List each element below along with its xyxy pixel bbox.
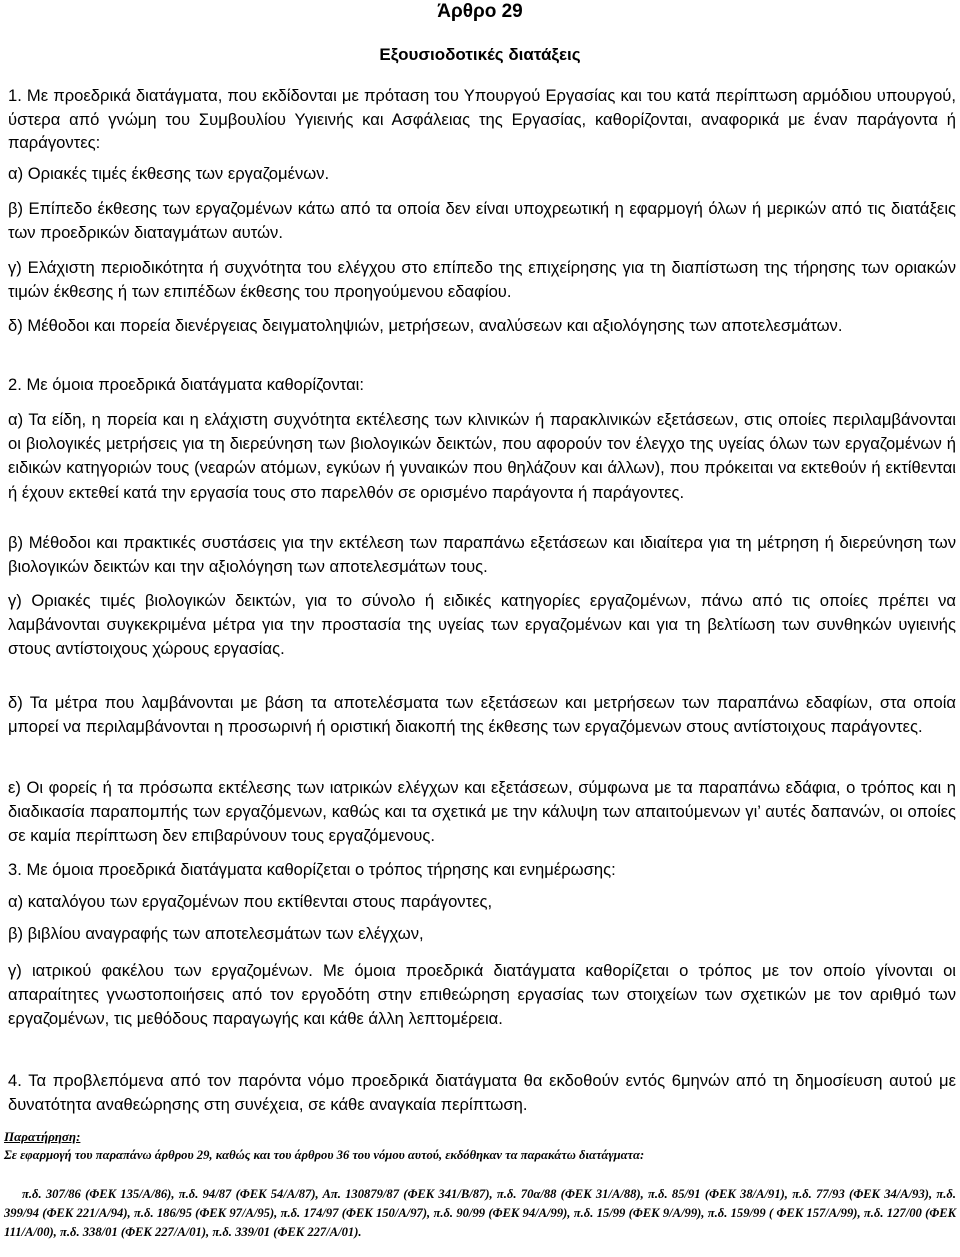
- paragraph-2: 2. Με όμοια προεδρικά διατάγματα καθορίζονται:: [8, 375, 364, 394]
- paragraph-3-c: γ) ιατρικού φακέλου των εργαζομένων. Με όμοια προεδρικά διατάγματα καθορίζεται ο τρόπος με τον οποίο γίνονται οι απαραίτητες γνωστοποιήσεις από τον εργοδότη στην επιθεώρηση εργασίας των στοιχείων των σχετικών με τον αριθμό των εργαζομένων, τις μεθόδους παραγωγής και κάθε άλλη λεπτομέρεια.: [8, 961, 956, 1029]
- paragraph-2-e: ε) Οι φορείς ή τα πρόσωπα εκτέλεσης των ιατρικών ελέγχων και εξετάσεων, σύμφωνα με τα παραπάνω εδάφια, ο τρόπος και η διαδικασία παραπομπής των εργαζόμενων, καθώς και τα σχετικά με την κάλυψη των απαιτούμενων γι’ αυτές δαπανών, οι οποίες σε καμία περίπτωση δεν επιβαρύνουν τους εργαζόμενους.: [8, 778, 956, 846]
- note-title: Παρατήρηση:: [4, 1129, 81, 1144]
- references-text: π.δ. 307/86 (ΦΕΚ 135/Α/86), π.δ. 94/87 (ΦΕΚ 54/Α/87), Απ. 130879/87 (ΦΕΚ 341/Β/87), π.δ. 70α/88 (ΦΕΚ 31/Α/88), π.δ. 85/91 (ΦΕΚ 38/Α/91), π.δ. 77/93 (ΦΕΚ 34/Α/93), π.δ. 399/94 (ΦΕΚ 221/Α/94), π.δ. 186/95 (ΦΕΚ 97/Α/95), π.δ. 174/97 (ΦΕΚ 150/Α/97), π.δ. 90/99 (ΦΕΚ 94/Α/99), π.δ. 15/99 (ΦΕΚ 9/Α/99), π.δ. 159/99 ( ΦΕΚ 157/Α/99), π.δ. 127/00 (ΦΕΚ 111/Α/00), π.δ. 338/01 (ΦΕΚ 227/Α/01), π.δ. 339/01 (ΦΕΚ 227/Α/01).: [4, 1187, 956, 1239]
- paragraph-3-b: β) βιβλίου αναγραφής των αποτελεσμάτων των ελέγχων,: [8, 924, 424, 943]
- paragraph-3-a: α) καταλόγου των εργαζομένων που εκτίθενται στους παράγοντες,: [8, 892, 493, 911]
- paragraph-1-b: β) Επίπεδο έκθεσης των εργαζομένων κάτω από τα οποία δεν είναι υποχρεωτική η εφαρμογή όλων ή μερικών από τις διατάξεις των προεδρικών διαταγμάτων αυτών.: [8, 199, 956, 242]
- paragraph-1: 1. Με προεδρικά διατάγματα, που εκδίδονται με πρόταση του Υπουργού Εργασίας και του κατά περίπτωση αρμόδιου υπουργού, ύστερα από γνώμη του Συμβουλίου Υγιεινής και Ασφάλειας της Εργασίας, καθορίζονται, αναφορικά με έναν παράγοντα ή παράγοντες:: [8, 86, 956, 152]
- note-references: [4, 1185, 956, 1242]
- note-text: Σε εφαρμογή του παραπάνω άρθρου 29, καθώς και του άρθρου 36 του νόμου αυτού, εκδόθηκαν τα παρακάτω διατάγματα:: [4, 1148, 645, 1162]
- paragraph-2-c: γ) Οριακές τιμές βιολογικών δεικτών, για το σύνολο ή ειδικές κατηγορίες εργαζομένων, πάνω από τις οποίες πρέπει να λαμβάνονται συγκεκριμένα μέτρα για την προστασία της υγείας των εργαζομένων και για τη βελτίωση των συνθηκών υγιεινής στους αντίστοιχους χώρους εργασίας.: [8, 591, 956, 659]
- paragraph-2-b: β) Μέθοδοι και πρακτικές συστάσεις για την εκτέλεση των παραπάνω εξετάσεων και ιδιαίτερα για τη μέτρηση ή διερεύνηση των βιολογικών δεικτών και την αξιολόγηση των αποτελεσμάτων τους.: [8, 533, 956, 577]
- paragraph-2-a: α) Τα είδη, η πορεία και η ελάχιστη συχνότητα εκτέλεσης των κλινικών ή παρακλινικών εξετάσεων, στις οποίες περιλαμβάνονται οι βιολογικές μετρήσεις για τη διερεύνηση των βιολογικών δεικτών, που αφορούν τον έλεγχο της υγείας όλων των εργαζομένων ή ειδικών κατηγοριών τους (νεαρών ατόμων, εγκύων ή γυναικών που θηλάζουν και άλλων), που πρόκειται να εκτεθούν ή εκτίθενται ή έχουν εκτεθεί κατά την εργασία τους στο παρελθόν σε ορισμένο παράγοντα ή παράγοντες.: [8, 410, 956, 502]
- paragraph-1-c: γ) Ελάχιστη περιοδικότητα ή συχνότητα του ελέγχου στο επίπεδο της επιχείρησης για τη διαπίστωση της τήρησης των οριακών τιμών έκθεσης ή των επιπέδων έκθεσης του προηγούμενου εδαφίου.: [8, 258, 956, 301]
- article-title: Άρθρο 29: [437, 1, 523, 22]
- paragraph-4: 4. Τα προβλεπόμενα από τον παρόντα νόμο προεδρικά διατάγματα θα εκδοθούν εντός 6μηνών από τη δημοσίευση αυτού με δυνατότητα αναθεώρησης στη συνέχεια, σε κάθε αναγκαία περίπτωση.: [8, 1071, 956, 1115]
- paragraph-2-d: δ) Τα μέτρα που λαμβάνονται με βάση τα αποτελέσματα των εξετάσεων και μετρήσεων των παραπάνω εδαφίων, στα οποία μπορεί να περιλαμβάνονται η προσωρινή ή οριστική διακοπή της έκθεσης των εργαζόμενων στους αντίστοιχους παράγοντες.: [8, 693, 956, 737]
- paragraph-1-d: δ) Μέθοδοι και πορεία διενέργειας δειγματοληψιών, μετρήσεων, αναλύσεων και αξιολόγησης των αποτελεσμάτων.: [8, 316, 843, 335]
- paragraph-1-a: α) Οριακές τιμές έκθεσης των εργαζομένων.: [8, 164, 330, 183]
- article-subtitle: Εξουσιοδοτικές διατάξεις: [379, 45, 581, 64]
- paragraph-3: 3. Με όμοια προεδρικά διατάγματα καθορίζεται ο τρόπος τήρησης και ενημέρωσης:: [8, 860, 616, 879]
